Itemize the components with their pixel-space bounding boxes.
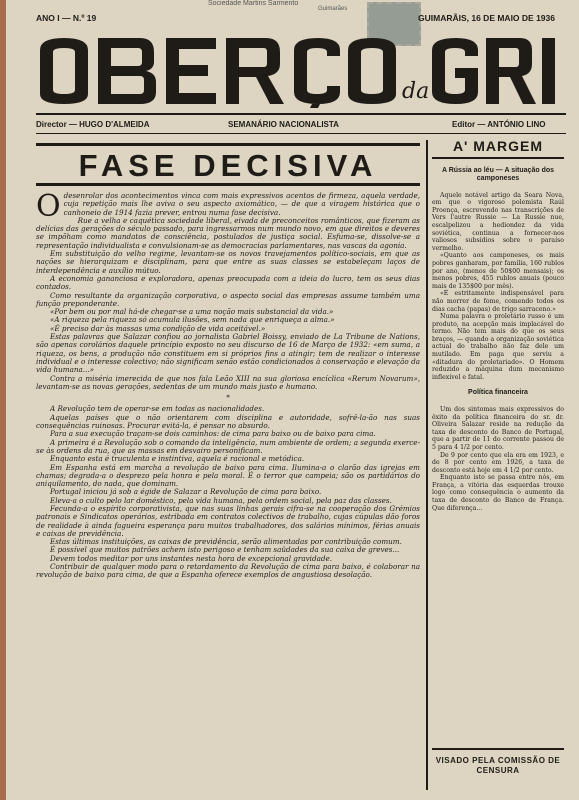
column-rule xyxy=(426,140,428,790)
sidebar-paragraph: «Quanto aos camponeses, os mais pobres ganharam, por família, 160 rublos por ano, (menos de 50$00 mensais); os menos pobres, 455 rublos anuais (pouco mais de 135$00 por mês). xyxy=(432,252,564,290)
masthead-rule-bottom xyxy=(36,133,566,134)
editor-line: Editor — ANTÓNIO LINO xyxy=(452,120,546,129)
sidebar-paragraph: «É estritamente indispensável para não morrer de fome, comendo todos os dias cacha (papas) de trigo sarraceno.» xyxy=(432,290,564,313)
article-paragraph: Fecunda-a o espírito corporativista, que nas suas linhas gerais cifra-se na cooperação dos Grémios patronais e Sindicatos operários, estribada em contratos colectivos de trabalho, cujas cúpulas dão foros de realidade à ainda fagueira esperança para muitos trabalhadores, dos salários mínimos, férias anuais e caixas de previdência. xyxy=(36,503,420,538)
article-paragraph: Aquelas países que o não orientarem com disciplina e autoridade, sofrê-la-ão nas suas consequências ruinosas. Procurar evitá-la, é pensar no absurdo. xyxy=(36,412,420,431)
article-paragraph: A economia gananciosa e exploradora, apenas preocupada com a ideia do lucro, tem os seus dias contados. xyxy=(36,273,420,292)
article-paragraph: Contribuir de qualquer modo para o retardamento da Revolução de cima para baixo, é colaborar na revolução de baixo para cima, de que a Espanha oferece exemplos de angustiosa desolação. xyxy=(36,562,420,580)
library-stamp-city: Guimarães xyxy=(318,6,348,12)
issue-number: ANO I — N.º 19 xyxy=(36,13,97,23)
sidebar-column xyxy=(432,138,564,512)
article-paragraph: A Revolução tem de operar-se em todas as nacionalidades. xyxy=(50,404,265,414)
sidebar-paragraph: Enquanto isto se passa entre nós, em França, a vitória das esquerdas trouxe logo como consequência o aumento da taxa de desconto do Banco de França. Que diferença... xyxy=(432,474,564,512)
article-paragraph: Devem todos meditar por uns instantes nesta hora de excepcional gravidade. xyxy=(50,553,332,563)
article-paragraph: Para a sua execução traçam-se dois caminhos: de cima para baixo ou de baixo para cima. xyxy=(50,429,376,439)
sidebar-paragraph: Numa palavra o proletário russo é um produto, na acepção mais implacável do termo. Não tem mais do que os seus braços, — quando a organização soviética actual do trabalho não faz dele um mutilado. Em paga que serviu a «ditadura do proletariado». O Homem reduzido a máquina dum mecanismo inflexível e fatal. xyxy=(432,313,564,381)
drop-cap: O xyxy=(36,189,61,224)
main-article xyxy=(36,189,420,580)
masthead-logo xyxy=(36,32,566,108)
issue-date: GUIMARÃIS, 16 DE MAIO DE 1936 xyxy=(418,13,555,23)
library-stamp: Sociedade Martins Sarmento xyxy=(208,0,299,7)
article-quote: «É preciso dar às massas uma condição de vida aceitável.» xyxy=(50,323,266,333)
sidebar-title: A' MARGEM xyxy=(432,143,564,159)
article-quote: «Por bem ou por mal há-de chegar-se a uma noção mais substancial da vida.» xyxy=(50,307,334,317)
section-separator: * xyxy=(226,393,230,403)
article-paragraph: Odesenrolar dos acontecimentos vinca com mais expressivos acentos de firmeza, aquela verdade, cuja repetição mais lhe aviva o seu aspecto axiomático, — de que a viragem histórica que o canhoneio de 1914 fazia prever, entrou numa fase decisiva. xyxy=(36,189,420,224)
sidebar-paragraph: Um dos sintomas mais expressivos do êxito da política financeira do sr. dr. Oliveira Salazar reside na redução da taxa de desconto do Banco de Portugal, que a partir de 11 do corrente passou de 5 para 4 1/2 por cento. xyxy=(432,405,564,451)
sidebar-paragraph: Aquele notável artigo da Seara Nova, em que o vigoroso polemista Raúl Proença, escrevendo nas transcrições de Vers l'autre Russie — La Russie nue, escalpelizou a hediondez da vida soviética, continua a fornecer-nos valiosos subsídios sobre o paraíso vermelho. xyxy=(432,191,564,252)
article-paragraph: A primeira é a Revolução sob o comando da inteligência, num ambiente de ordem; a segunda exerce-se às ordens da rua, que as massas em desvairo personificam. xyxy=(36,437,420,455)
article-paragraph: Em substituição do velho regime, levantam-se os novos travejamentos político-sociais, em que as nações se hierarquizam e disciplinam, para que entre as suas classes se estabeleçam laços de interdependência e auxílio mútuo. xyxy=(36,249,420,275)
sidebar-paragraph: De 9 por cento que ela era em 1923, e de 8 por cento em 1926, a taxa de desconto está hoje em 4 1/2 por cento. xyxy=(432,451,564,474)
svg-text:da: da xyxy=(402,79,430,104)
article-paragraph: Eleva-a o culto pelo lar doméstico, pela vida humana, pela ordem social, pela paz das classes. xyxy=(50,495,392,505)
article-paragraph: Contra a miséria imerecida de que nos fala Leão XIII na sua gloriosa encíclica «Rerum Novarum», levantam-se as novas gerações, sedentas de um mundo mais justo e humano. xyxy=(36,373,420,391)
article-paragraph: Em Espanha está em marcha a revolução de baixo para cima. Ilumina-a o clarão das igrejas em chamas; degrada-a o desprezo pela honra e pela moral. É o terror que campeia; são os partidários do aniquilamento, do nada, que dominam. xyxy=(36,462,420,489)
article-paragraph: Rue a velha e caquética sociedade liberal, eivada de preconceitos românticos, que fizeram as delícias das gerações do século passado, para ingressarmos num mundo novo, em que direitos e deveres se impõham como mandatos de consciência, postulados de justiça social. Esfuma-se, dissolve-se a representação individualista e convulsionam-se as democracias parlamentares, nas vascas da agonia. xyxy=(36,215,420,250)
article-paragraph: Enquanto esta é truculenta e instintiva, aquela é racional e metódica. xyxy=(50,454,305,464)
article-paragraph: Portugal iniciou já sob a égide de Salazar a Revolução de cima para baixo. xyxy=(50,487,322,497)
binding-strip xyxy=(0,0,6,800)
article-paragraph: Estas últimas instituições, as caixas de previdência, serão alimentadas por contribuição comum. xyxy=(50,537,402,547)
headline-box xyxy=(36,143,420,186)
article-paragraph: Estas palavras que Salazar confiou ao jornalista Gabriel Boissy, enviado de La Tribune de Nations, são apenas corolários daquele princípio exposto no seu discurso de 16 de Março de 1932: «em suma, a riqueza, os bens, a produção não constituem em si próprios fins a atingir; tem de realizar o interesse individual e o interesse colectivo; não significam senão estão condicionados à conservação e elevação da vida humana...» xyxy=(36,332,420,375)
masthead-rule-top xyxy=(36,113,566,115)
headline: FASE DECISIVA xyxy=(78,148,378,183)
director-line: Director — HUGO D'ALMEIDA xyxy=(36,120,150,129)
article-paragraph: Como resultante da organização corporativa, o aspecto social das empresas assume também uma função preponderante. xyxy=(36,290,420,308)
article-quote: «A riqueza pela riqueza só acumula ilusões, sem nada que enriqueça a alma.» xyxy=(50,315,335,325)
article-paragraph: É possível que muitos patrões achem isto perigoso e tenham saüdades da sua caixa de greves... xyxy=(50,545,400,555)
sidebar-subheading: Política financeira xyxy=(468,389,528,397)
sidebar-subheading: A Rússia ao léu — A situação dos camponeses xyxy=(441,166,555,183)
censorship-notice: VISADO PELA COMISSÃO DE CENSURA xyxy=(432,748,564,776)
paper-type: SEMANÁRIO NACIONALISTA xyxy=(228,120,339,129)
